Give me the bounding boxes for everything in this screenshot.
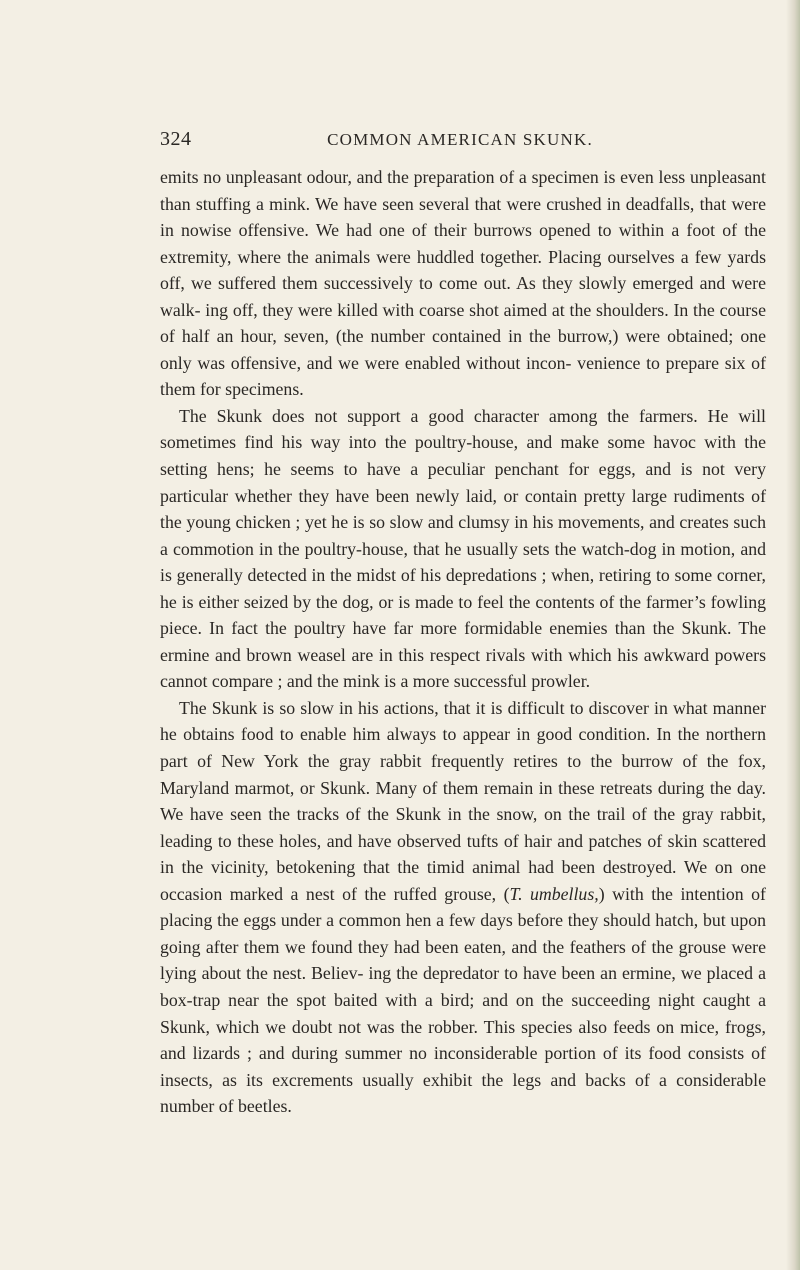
page-edge-shadow [786,0,800,1270]
paragraph-3-part-1: The Skunk is so slow in his actions, that it is difficult to discover in what manner he obtains food to enable him always to appear in good condition. In the northern part of New York the gray rabbit frequently retires to the burrow of the fox, Maryland marmot, or Skunk. Many of them remain in these retreats during the day. We have seen the tracks of the Skunk in the snow, on the trail of the gray rabbit, leading to these holes, and have observed tufts of hair and patches of skin scattered in the vicinity, betokening that the timid animal had been destroyed. We on one occasion marked a nest of the ruffed grouse, ( [160,697,766,904]
page-header [160,128,760,154]
paragraph-1: emits no unpleasant odour, and the preparation of a specimen is even less unpleasant than stuffing a mink. We have seen several that were crushed in deadfalls, that were in nowise offensive. We had one of their burrows opened to within a foot of the extremity, where the animals were huddled together. Placing ourselves a few yards off, we suffered them successively to come out. As they slowly emerged and were walk- ing off, they were killed with coarse shot aimed at the shoulders. In the course of half an hour, seven, (the number contained in the burrow,) were obtained; one only was offensive, and we were enabled without incon- venience to prepare six of them for specimens. [160,167,766,400]
species-name: T. umbellus, [509,883,599,904]
paragraph-3-part-2: ) with the intention of placing the eggs under a common hen a few days before they should hatch, but upon going after them we found they had been eaten, and the feathers of the grouse were lying about the nest. Believ- ing the depredator to have been an ermine, we placed a box-trap near the spot baited with a bird; and on the succeeding night caught a Skunk, which we doubt not was the robber. This species also feeds on mice, frogs, and lizards ; and during summer no inconsiderable portion of its food consists of insects, as its excrements usually exhibit the legs and backs of a considerable number of beetles. [160,883,766,1117]
page-number: 324 [160,128,192,150]
paragraph-3 [160,695,766,1120]
body-text [160,164,766,1120]
paragraph-2: The Skunk does not support a good character among the farmers. He will sometimes find his way into the poultry-house, and make some havoc with the setting hens; he seems to have a peculiar penchant for eggs, and is not very particular whether they have been newly laid, or contain pretty large rudiments of the young chicken ; yet he is so slow and clumsy in his movements, and creates such a commotion in the poultry-house, that he usually sets the watch-dog in motion, and is generally detected in the midst of his depredations ; when, retiring to some corner, he is either seized by the dog, or is made to feel the contents of the farmer’s fowling piece. In fact the poultry have far more formidable enemies than the Skunk. The ermine and brown weasel are in this respect rivals with which his awkward powers cannot compare ; and the mink is a more successful prowler. [160,405,766,692]
running-head: COMMON AMERICAN SKUNK. [327,130,593,149]
